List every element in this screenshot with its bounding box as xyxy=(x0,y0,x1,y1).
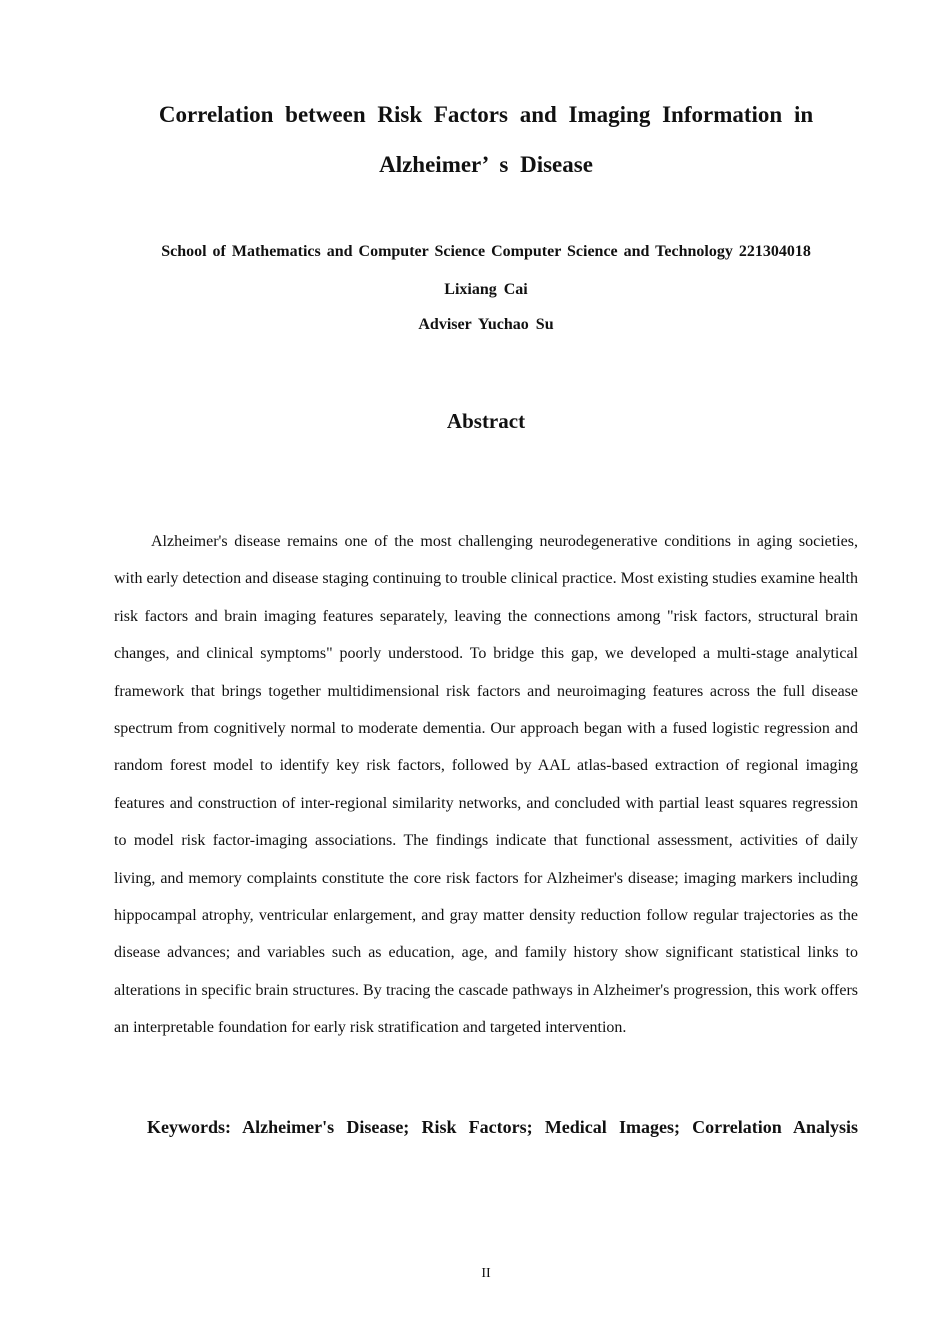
keywords-line: Keywords: Alzheimer's Disease; Risk Factors; Medical Images; Correlation Analysis xyxy=(147,1117,858,1137)
page-number: II xyxy=(481,1266,491,1281)
author-affiliation: School of Mathematics and Computer Science Computer Science and Technology 221304018 xyxy=(161,243,811,260)
adviser-name: Adviser Yuchao Su xyxy=(418,316,554,333)
paper-title-line-2: Alzheimer’ s Disease xyxy=(379,152,593,177)
abstract-body: Alzheimer's disease remains one of the most challenging neurodegenerative conditions in aging societies, with early detection and disease staging continuing to trouble clinical practice. Most existing studies examine health risk factors and brain imaging features separately, leaving the connections among "risk factors, structural brain changes, and clinical symptoms" poorly understood. To bridge this gap, we developed a multi-stage analytical framework that brings together multidimensional risk factors and neuroimaging features across the full disease spectrum from cognitively normal to moderate dementia. Our approach began with a fused logistic regression and random forest model to identify key risk factors, followed by AAL atlas-based extraction of regional imaging features and construction of inter-regional similarity networks, and concluded with partial least squares regression to model risk factor-imaging associations. The findings indicate that functional assessment, activities of daily living, and memory complaints constitute the core risk factors for Alzheimer's disease; imaging markers including hippocampal atrophy, ventricular enlargement, and gray matter density reduction follow regular trajectories as the disease advances; and variables such as education, age, and family history show significant statistical links to alterations in specific brain structures. By tracing the cascade pathways in Alzheimer's progression, this work offers an interpretable foundation for early risk stratification and targeted intervention. xyxy=(114,533,858,1037)
paper-title-line-1: Correlation between Risk Factors and Imaging Information in xyxy=(158,102,814,127)
author-name: Lixiang Cai xyxy=(444,281,528,298)
abstract-heading: Abstract xyxy=(446,409,526,433)
